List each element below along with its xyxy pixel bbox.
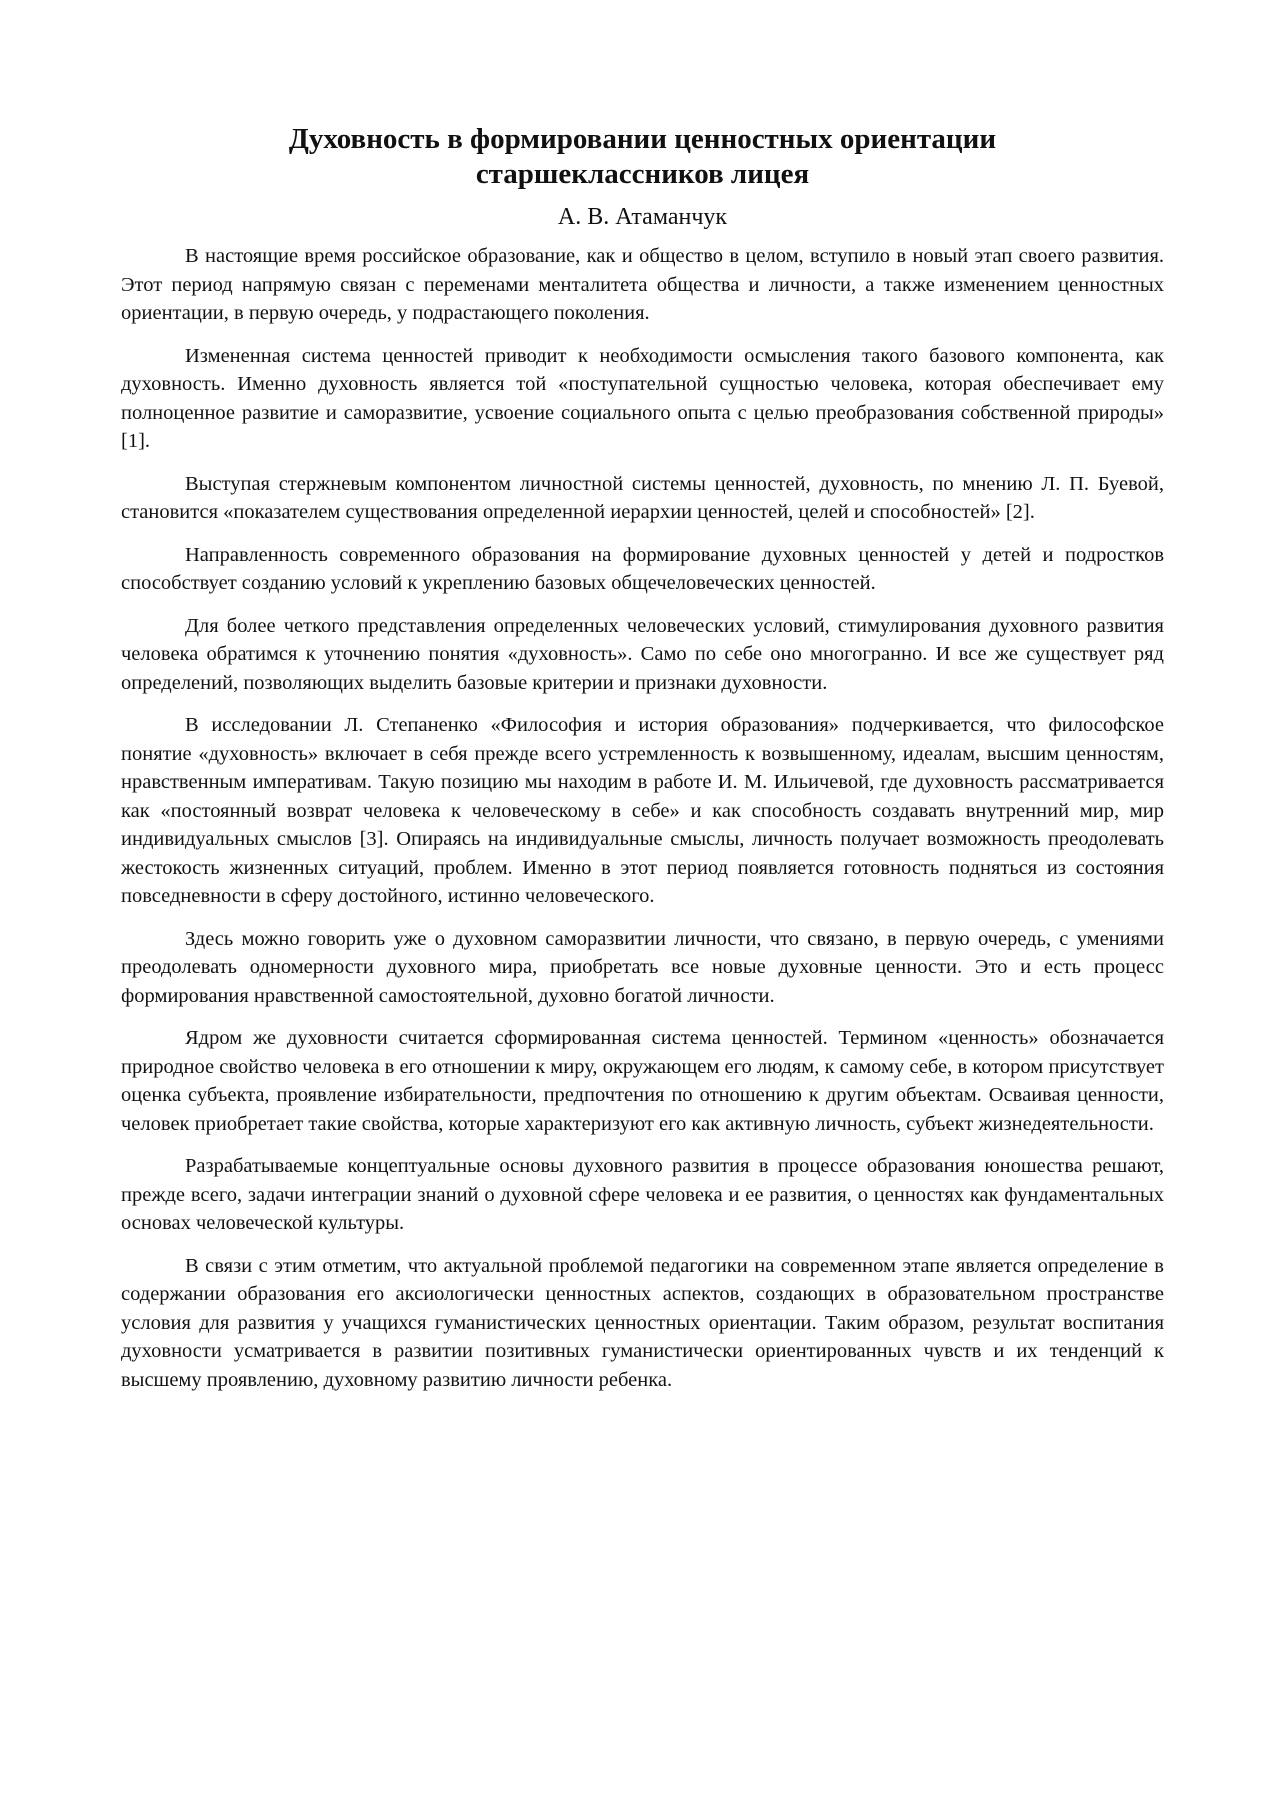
paragraph: В исследовании Л. Степаненко «Философия и история образования» подчеркивается, что философское понятие «духовность» включает в себя прежде всего устремленность к возвышенному, идеалам, высшим ценностям, нравственным императивам. Такую позицию мы находим в работе И. М. Ильичевой, где духовность рассматривается как «постоянный возврат человека к человеческому в себе» и как способность создавать внутренний мир, мир индивидуальных смыслов [3]. Опираясь на индивидуальные смыслы, личность получает возможность преодолевать жестокость жизненных ситуаций, проблем. Именно в этот период появляется готовность подняться из состояния повседневности в сферу достойного, истинно человеческого. [121, 714, 1164, 907]
paragraph: Разрабатываемые концептуальные основы духовного развития в процессе образования юношества решают, прежде всего, задачи интеграции знаний о духовной сфере человека и ее развития, о ценностях как фундаментальных основах человеческой культуры. [121, 1155, 1164, 1234]
document-title [121, 122, 1164, 192]
document-page [121, 122, 1164, 1408]
paragraph: Для более четкого представления определенных человеческих условий, стимулирования духовного развития человека обратимся к уточнению понятия «духовность». Само по себе оно многогранно. И все же существует ряд определений, позволяющих выделить базовые критерии и признаки духовности. [121, 614, 1164, 694]
paragraph: Ядром же духовности считается сформированная система ценностей. Термином «ценность» обозначается природное свойство человека в его отношении к миру, окружающем его людям, к самому себе, в котором присутствует оценка субъекта, проявление избирательности, предпочтения по отношению к другим объектам. Осваивая ценности, человек приобретает такие свойства, которые характеризуют его как активную личность, субъект жизнедеятельности. [121, 1027, 1164, 1135]
paragraph: Направленность современного образования на формирование духовных ценностей у детей и подростков способствует созданию условий к укреплению базовых общечеловеческих ценностей. [121, 543, 1164, 594]
paragraph: Выступая стержневым компонентом личностной системы ценностей, духовность, по мнению Л. П. Буевой, становится «показателем существования определенной иерархии ценностей, целей и способностей» [2]. [121, 472, 1164, 523]
paragraph: Измененная система ценностей приводит к необходимости осмысления такого базового компонента, как духовность. Именно духовность является той «поступательной сущностью человека, которая обеспечивает ему полноценное развитие и саморазвитие, усвоение социального опыта с целью преобразования собственной природы» [1]. [121, 344, 1164, 452]
paragraph: В настоящие время российское образование, как и общество в целом, вступило в новый этап своего развития. Этот период напрямую связан с переменами менталитета общества и личности, а также изменением ценностных ориентации, в первую очередь, у подрастающего поколения. [121, 245, 1164, 324]
author: А. В. Атаманчук [557, 204, 728, 230]
title-line-2: старшеклассников лицея [475, 158, 810, 190]
paragraph: В связи с этим отметим, что актуальной проблемой педагогики на современном этапе является определение в содержании образования его аксиологически ценностных аспектов, создающих в образовательном пространстве условия для развития у учащихся гуманистических ценностных ориентации. Таким образом, результат воспитания духовности усматривается в развитии позитивных гуманистически ориентированных чувств и их тенденций к высшему проявлению, духовному развитию личности ребенка. [121, 1254, 1164, 1391]
title-line-1: Духовность в формировании ценностных ориентации [288, 123, 997, 155]
paragraph: Здесь можно говорить уже о духовном саморазвитии личности, что связано, в первую очередь, с умениями преодолевать одномерности духовного мира, приобретать все новые духовные ценности. Это и есть процесс формирования нравственной самостоятельной, духовно богатой личности. [121, 927, 1164, 1007]
